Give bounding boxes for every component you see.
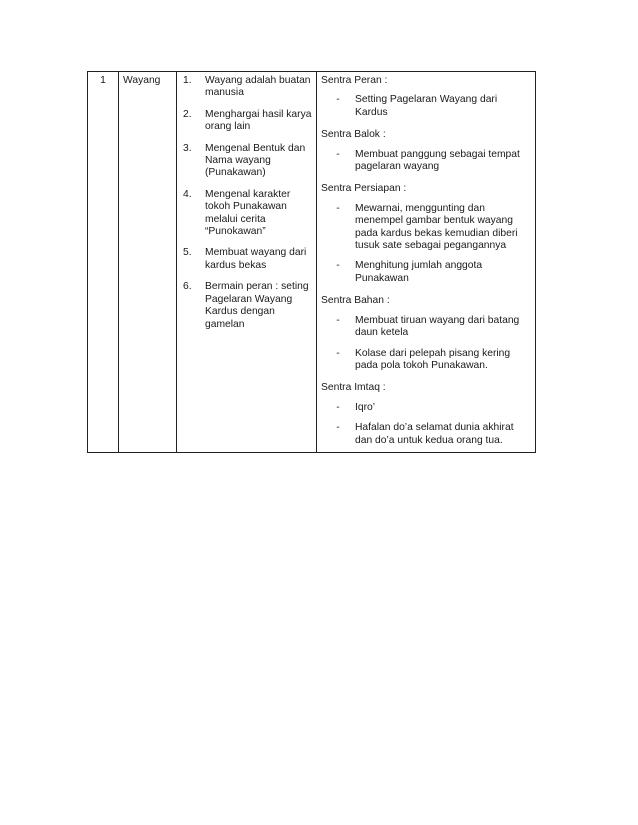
goal-item (181, 109, 312, 134)
goal-item (181, 281, 312, 331)
activity-table (87, 71, 536, 453)
dash-bullet: - (336, 314, 340, 326)
sentra-item-text: Menghitung jumlah anggota Punakawan (355, 260, 483, 284)
sentra-block (321, 183, 531, 285)
dash-bullet: - (336, 202, 340, 214)
sentra-title: Sentra Peran : (321, 75, 388, 86)
goal-number: 2. (183, 108, 192, 120)
sentra-items (321, 149, 531, 174)
sentra-item-text: Mewarnai, menggunting dan menempel gambar bentuk wayang pada kardus bekas kemudian diberi tusuk sate sebagai pegangannya (355, 202, 518, 252)
sentra-item (321, 315, 531, 340)
sentra-items (321, 402, 531, 447)
sentra-block (321, 75, 531, 119)
sentra-item-text: Membuat panggung sebagai tempat pagelaran wayang (355, 148, 520, 173)
dash-bullet: - (336, 422, 340, 434)
goal-text: Mengenal karakter tokoh Punakawan melalui cerita “Punokawan” (205, 188, 291, 238)
sentra-items (321, 94, 531, 119)
sentra-item (321, 94, 531, 119)
dash-bullet: - (336, 148, 340, 160)
dash-bullet: - (336, 347, 340, 359)
table-row (88, 72, 536, 453)
goal-item (181, 143, 312, 180)
goal-item (181, 189, 312, 239)
sentra-block (321, 295, 531, 372)
goal-item (181, 75, 312, 100)
sentra-item (321, 203, 531, 253)
sentra-item (321, 260, 531, 285)
sentra-item (321, 402, 531, 414)
goal-text: Membuat wayang dari kardus bekas (205, 247, 307, 271)
sentra-list (321, 75, 531, 447)
goals-cell (177, 72, 317, 453)
sentra-items (321, 203, 531, 285)
dash-bullet: - (336, 260, 340, 272)
sentra-cell (317, 72, 536, 453)
sentra-title: Sentra Bahan : (321, 295, 390, 307)
goal-text: Mengenal Bentuk dan Nama wayang (Punakawan) (205, 142, 306, 179)
sentra-title: Sentra Balok : (321, 129, 386, 141)
dash-bullet: - (336, 401, 340, 413)
sentra-block (321, 382, 531, 447)
goal-number: 4. (183, 188, 192, 200)
dash-bullet: - (336, 94, 340, 106)
sentra-item-text: Kolase dari pelepah pisang kering pada pola tokoh Punakawan. (355, 347, 511, 371)
theme-cell: Wayang (119, 72, 177, 453)
goal-number: 6. (183, 281, 192, 293)
goals-list (181, 75, 312, 331)
sentra-item-text: Setting Pagelaran Wayang dari Kardus (355, 94, 498, 118)
sentra-item-text: Hafalan do’a selamat dunia akhirat dan do’a untuk kedua orang tua. (355, 422, 514, 446)
row-number: 1 (88, 72, 119, 453)
sentra-item (321, 348, 531, 373)
goal-item (181, 247, 312, 272)
goal-number: 5. (183, 247, 192, 259)
sentra-item (321, 149, 531, 174)
goal-number: 1. (183, 75, 192, 86)
sentra-items (321, 315, 531, 373)
goal-text: Menghargai hasil karya orang lain (205, 108, 312, 133)
sentra-title: Sentra Persiapan : (321, 183, 407, 195)
sentra-title: Sentra Imtaq : (321, 382, 386, 394)
sentra-item-text: Iqro’ (355, 401, 376, 413)
goal-number: 3. (183, 142, 192, 154)
goal-text: Bermain peran : seting Pagelaran Wayang Kardus dengan gamelan (205, 281, 309, 330)
goal-text: Wayang adalah buatan manusia (205, 75, 311, 99)
sentra-item (321, 422, 531, 447)
sentra-item-text: Membuat tiruan wayang dari batang daun ketela (355, 314, 520, 339)
sentra-block (321, 129, 531, 173)
